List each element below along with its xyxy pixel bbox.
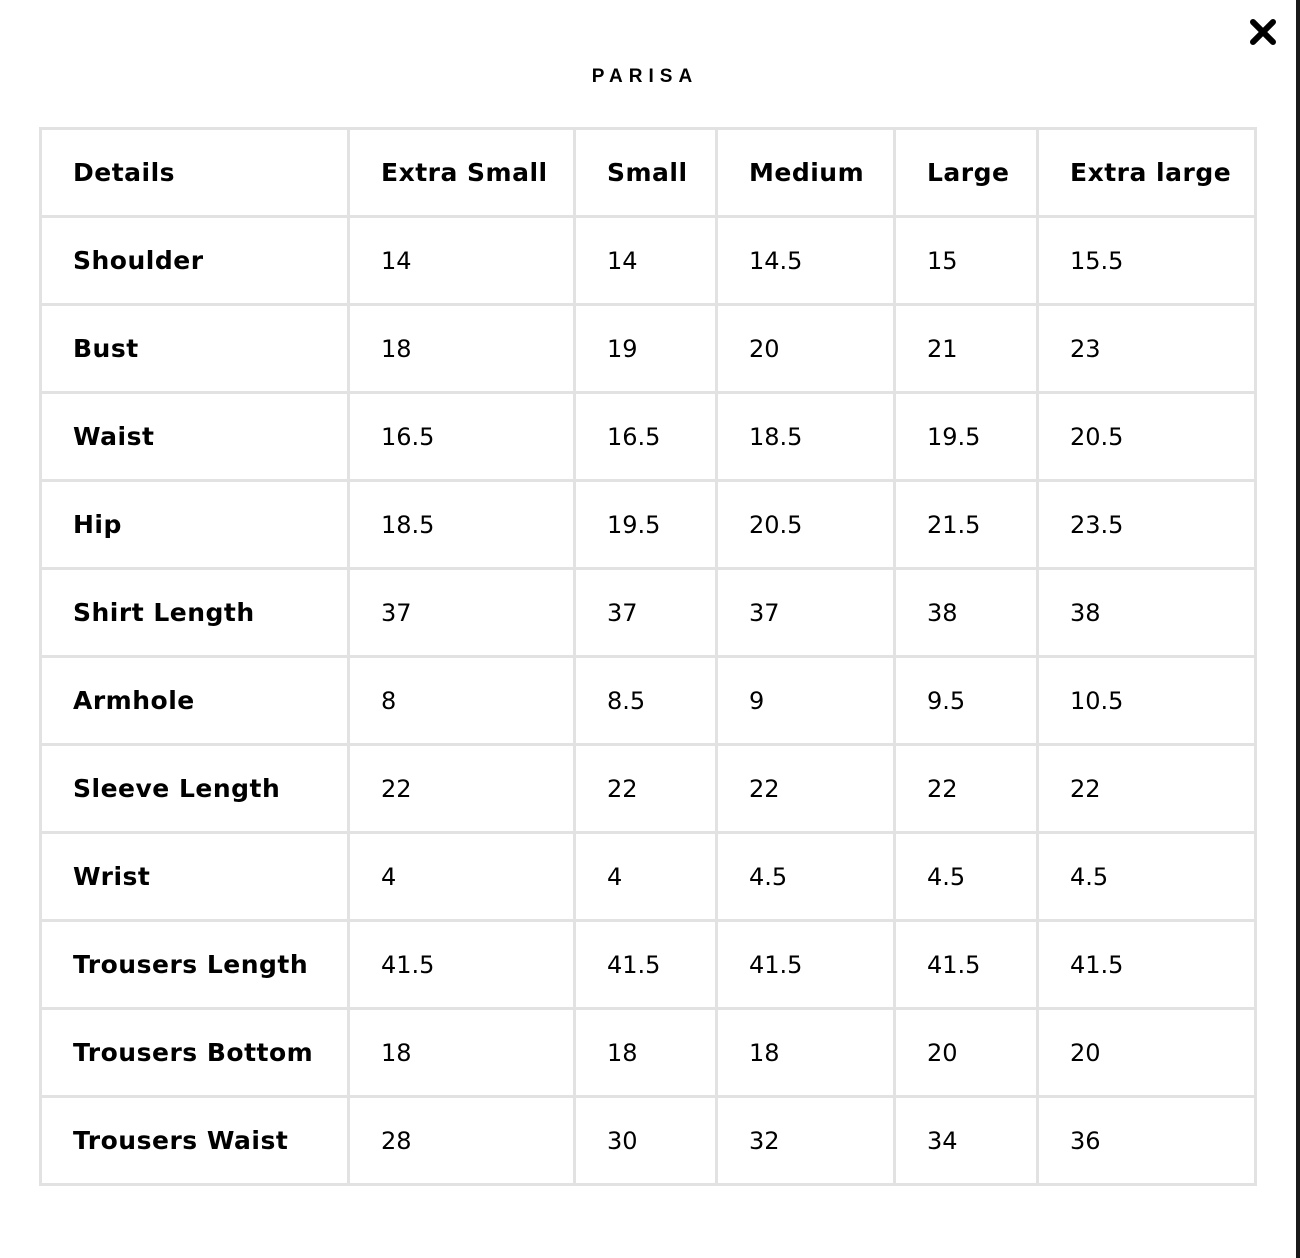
table-cell: 21.5	[896, 482, 1036, 567]
table-cell: 20	[1039, 1010, 1254, 1095]
table-cell: 21	[896, 306, 1036, 391]
row-label: Armhole	[42, 658, 347, 743]
table-cell: 41.5	[896, 922, 1036, 1007]
row-label: Trousers Waist	[42, 1098, 347, 1183]
column-header: Large	[896, 130, 1036, 215]
row-label: Hip	[42, 482, 347, 567]
table-row	[42, 306, 1254, 391]
column-header: Medium	[718, 130, 893, 215]
column-header: Extra Small	[350, 130, 573, 215]
table-cell: 28	[350, 1098, 573, 1183]
table-cell: 16.5	[350, 394, 573, 479]
close-icon[interactable]	[1243, 12, 1283, 52]
table-header-row	[42, 130, 1254, 215]
table-cell: 18	[576, 1010, 715, 1095]
table-cell: 36	[1039, 1098, 1254, 1183]
table-cell: 18	[718, 1010, 893, 1095]
table-cell: 4.5	[1039, 834, 1254, 919]
table-cell: 22	[350, 746, 573, 831]
table-cell: 22	[718, 746, 893, 831]
row-label: Wrist	[42, 834, 347, 919]
table-cell: 20.5	[718, 482, 893, 567]
row-label: Trousers Bottom	[42, 1010, 347, 1095]
table-cell: 37	[718, 570, 893, 655]
table-row	[42, 570, 1254, 655]
table-cell: 14	[576, 218, 715, 303]
row-label: Waist	[42, 394, 347, 479]
table-cell: 41.5	[1039, 922, 1254, 1007]
size-chart-table	[39, 127, 1257, 1186]
row-label: Shoulder	[42, 218, 347, 303]
table-cell: 32	[718, 1098, 893, 1183]
table-cell: 14.5	[718, 218, 893, 303]
table-cell: 37	[576, 570, 715, 655]
column-header: Details	[42, 130, 347, 215]
table-row	[42, 922, 1254, 1007]
table-cell: 19.5	[896, 394, 1036, 479]
table-cell: 10.5	[1039, 658, 1254, 743]
table-cell: 41.5	[576, 922, 715, 1007]
table-cell: 4.5	[896, 834, 1036, 919]
table-cell: 38	[896, 570, 1036, 655]
table-cell: 41.5	[718, 922, 893, 1007]
table-cell: 15	[896, 218, 1036, 303]
table-cell: 18	[350, 1010, 573, 1095]
row-label: Sleeve Length	[42, 746, 347, 831]
table-cell: 19.5	[576, 482, 715, 567]
table-cell: 20	[896, 1010, 1036, 1095]
table-cell: 9.5	[896, 658, 1036, 743]
page-title: PARISA	[591, 66, 699, 87]
table-cell: 23.5	[1039, 482, 1254, 567]
row-label: Bust	[42, 306, 347, 391]
table-cell: 4.5	[718, 834, 893, 919]
table-cell: 20	[718, 306, 893, 391]
table-cell: 22	[576, 746, 715, 831]
table-cell: 19	[576, 306, 715, 391]
table-cell: 9	[718, 658, 893, 743]
table-body	[42, 218, 1254, 1183]
table-cell: 34	[896, 1098, 1036, 1183]
table-row	[42, 218, 1254, 303]
table-cell: 20.5	[1039, 394, 1254, 479]
table-row	[42, 394, 1254, 479]
column-header: Extra large	[1039, 130, 1254, 215]
table-cell: 4	[576, 834, 715, 919]
table-cell: 41.5	[350, 922, 573, 1007]
table-cell: 4	[350, 834, 573, 919]
modal-right-edge	[1296, 0, 1300, 1258]
close-button[interactable]	[1243, 12, 1283, 52]
table-cell: 18.5	[718, 394, 893, 479]
table-cell: 37	[350, 570, 573, 655]
table-row	[42, 1010, 1254, 1095]
row-label: Trousers Length	[42, 922, 347, 1007]
table-row	[42, 658, 1254, 743]
table-row	[42, 1098, 1254, 1183]
table-cell: 18	[350, 306, 573, 391]
column-header: Small	[576, 130, 715, 215]
table-cell: 30	[576, 1098, 715, 1183]
table-cell: 22	[896, 746, 1036, 831]
table-row	[42, 746, 1254, 831]
table-cell: 22	[1039, 746, 1254, 831]
table-cell: 38	[1039, 570, 1254, 655]
row-label: Shirt Length	[42, 570, 347, 655]
table-row	[42, 834, 1254, 919]
table-cell: 8.5	[576, 658, 715, 743]
table-row	[42, 482, 1254, 567]
table-cell: 8	[350, 658, 573, 743]
table-cell: 16.5	[576, 394, 715, 479]
table-cell: 23	[1039, 306, 1254, 391]
table-cell: 14	[350, 218, 573, 303]
table-cell: 18.5	[350, 482, 573, 567]
table-cell: 15.5	[1039, 218, 1254, 303]
